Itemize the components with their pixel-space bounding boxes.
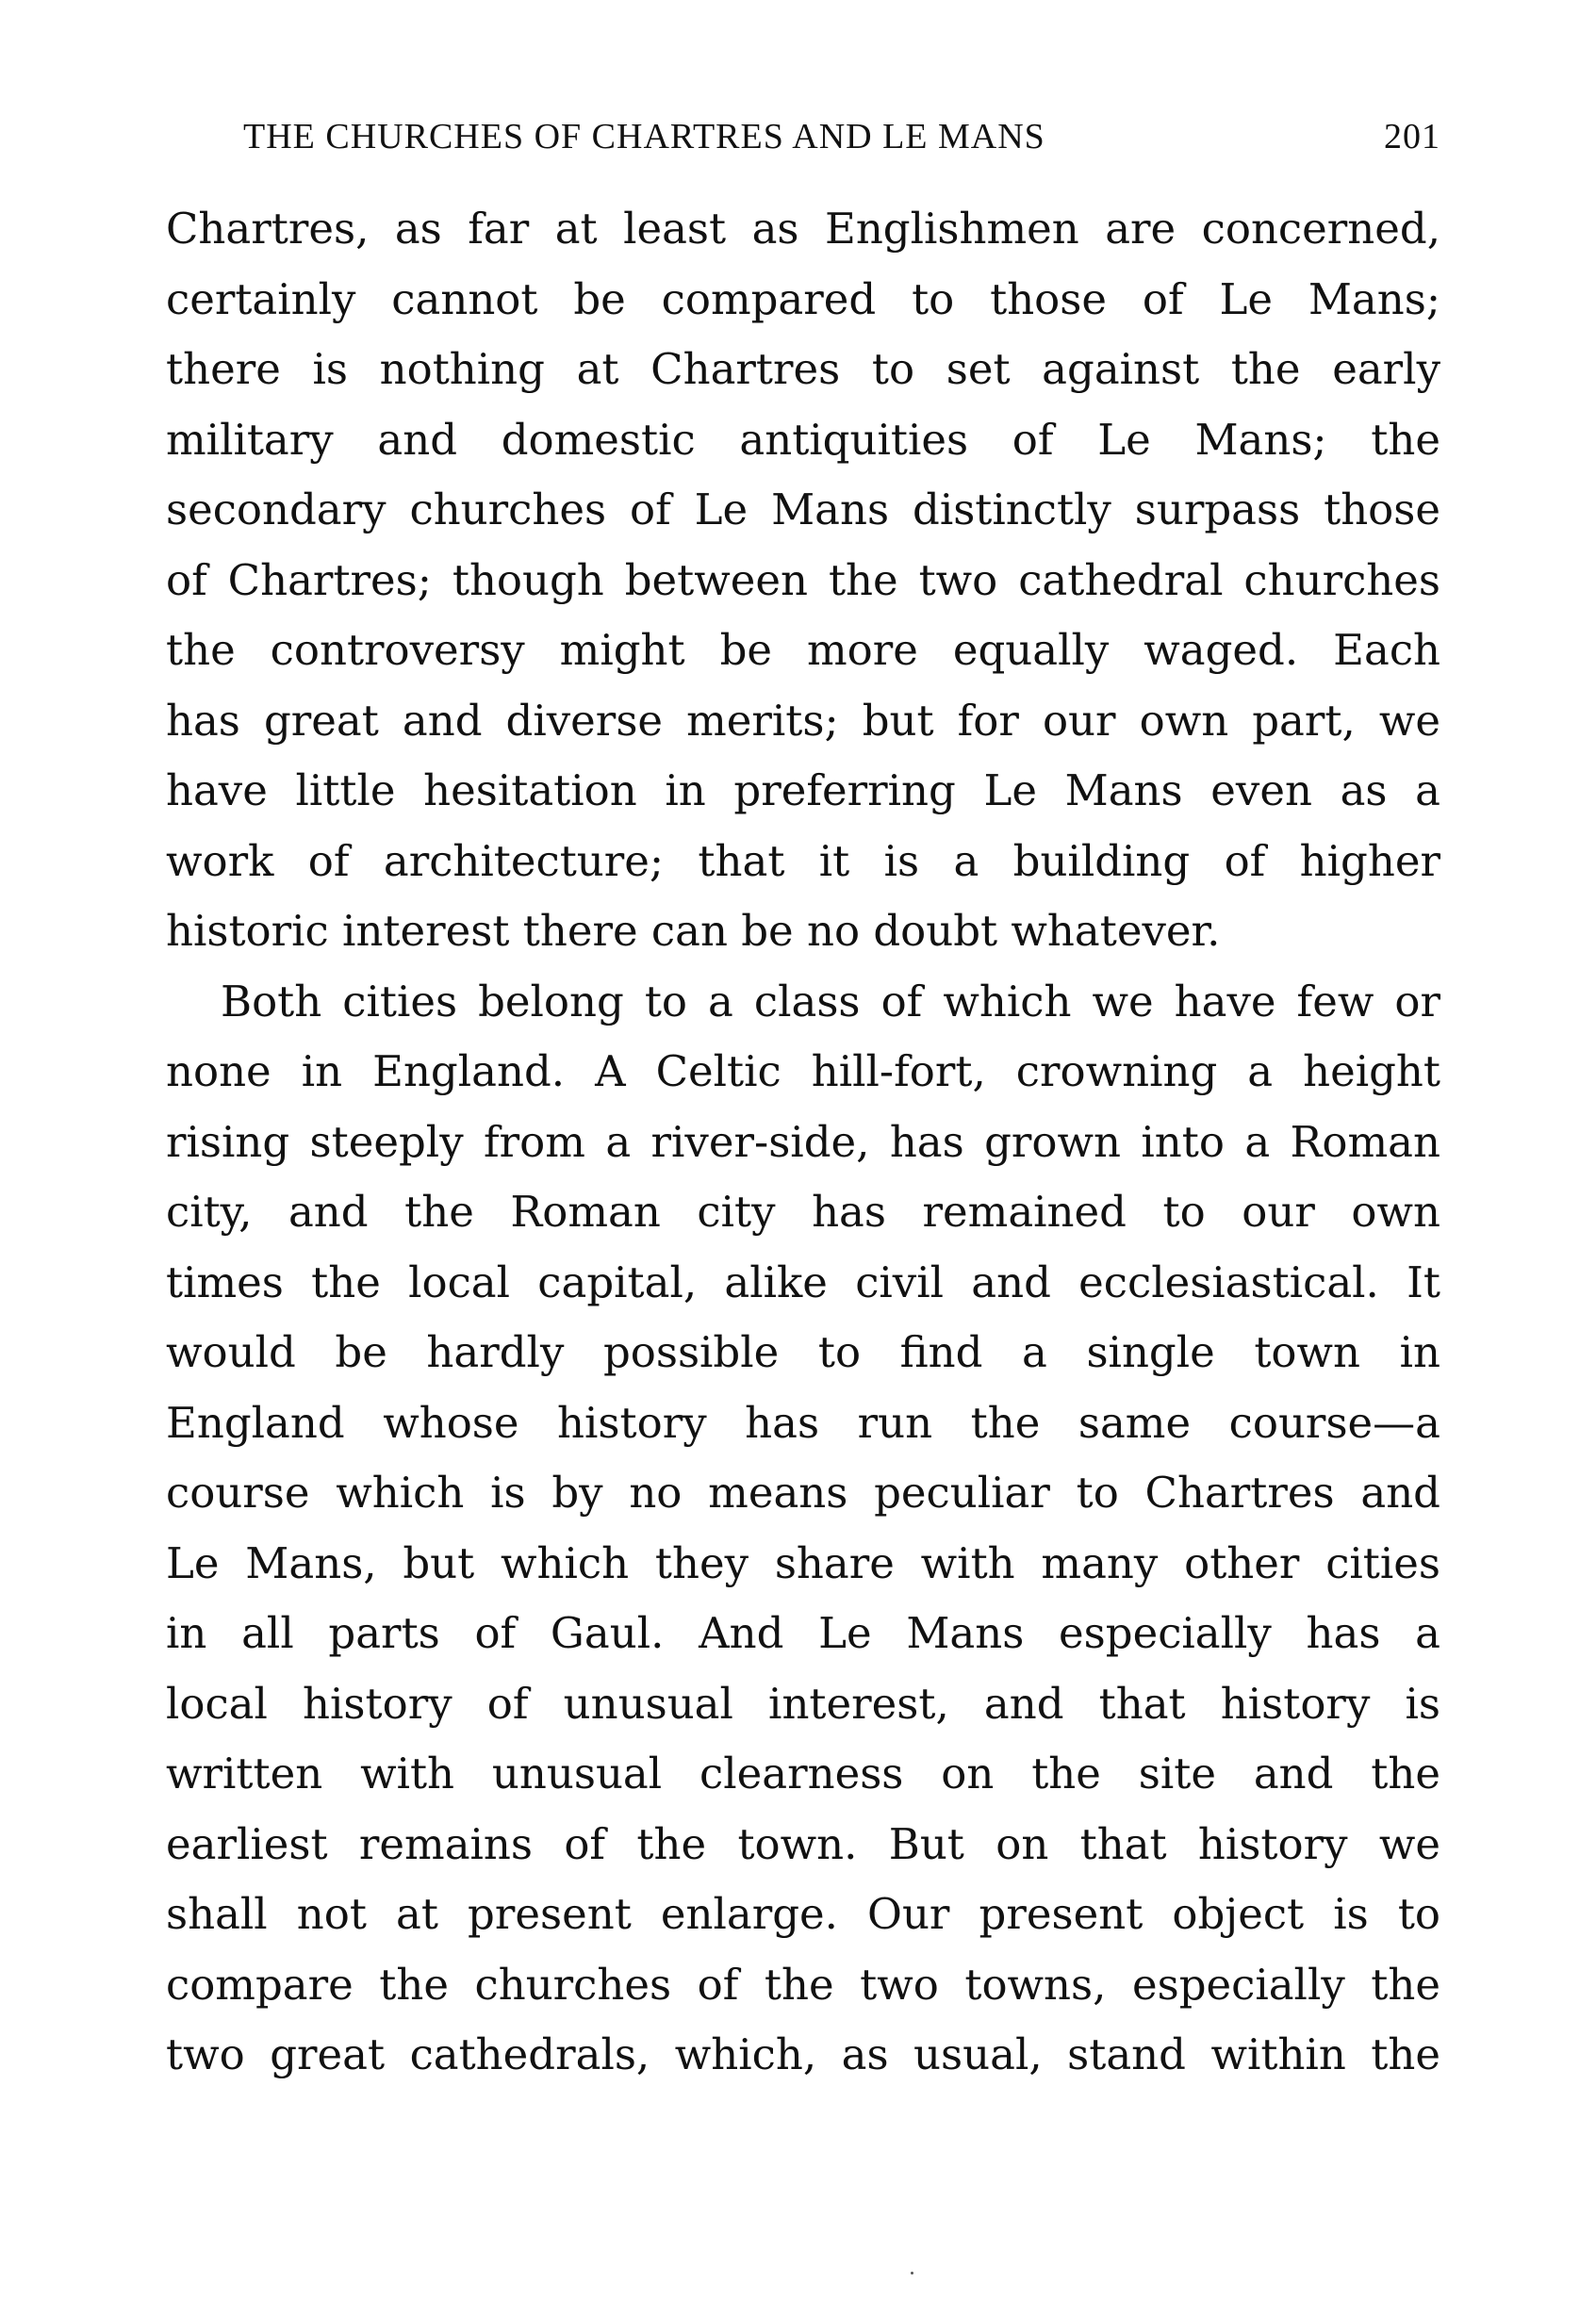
text-line: written with unusual clearness on the site and the xyxy=(166,1749,1440,1798)
page-number: 201 xyxy=(1384,117,1440,156)
text-line: would be hardly possible to find a single town in xyxy=(166,1327,1440,1377)
print-speck xyxy=(911,2272,913,2274)
text-line: of Chartres; though between the two cathedral churches xyxy=(166,554,1440,605)
text-line: two great cathedrals, which, as usual, stand within the xyxy=(166,2029,1440,2079)
running-title: THE CHURCHES OF CHARTRES AND LE MANS xyxy=(243,117,1045,156)
text-line: Chartres, as far at least as Englishmen are concerned, xyxy=(166,204,1440,254)
text-line: historic interest there can be no doubt whatever. xyxy=(166,906,1221,956)
text-line: work of architecture; that it is a building of higher xyxy=(166,835,1440,886)
paragraph-1 xyxy=(166,194,1440,967)
text-line: England whose history has run the same course—a xyxy=(166,1397,1440,1448)
text-line: shall not at present enlarge. Our present object is to xyxy=(166,1889,1440,1939)
text-line: Le Mans, but which they share with many other cities xyxy=(166,1537,1440,1588)
text-line: the controversy might be more equally waged. Each xyxy=(166,625,1440,675)
text-line: there is nothing at Chartres to set against the early xyxy=(166,344,1440,394)
text-line: local history of unusual interest, and that history is xyxy=(166,1678,1440,1729)
text-line: secondary churches of Le Mans distinctly surpass those xyxy=(166,484,1440,534)
text-line: earliest remains of the town. But on that history we xyxy=(166,1818,1440,1869)
text-line: has great and diverse merits; but for our own part, we xyxy=(166,695,1440,746)
text-line: military and domestic antiquities of Le Mans; the xyxy=(166,414,1440,465)
text-line: city, and the Roman city has remained to our own xyxy=(166,1187,1440,1237)
text-line: none in England. A Celtic hill-fort, crowning a height xyxy=(166,1046,1440,1096)
text-line: have little hesitation in preferring Le Mans even as a xyxy=(166,765,1440,815)
running-header xyxy=(243,108,1440,165)
body-text xyxy=(166,194,1440,2091)
text-line: compare the churches of the two towns, especially the xyxy=(166,1959,1440,2010)
text-line: times the local capital, alike civil and ecclesiastical. It xyxy=(166,1256,1440,1307)
text-line: course which is by no means peculiar to Chartres and xyxy=(166,1468,1440,1518)
paragraph-2 xyxy=(166,967,1440,2091)
text-line: rising steeply from a river-side, has grown into a Roman xyxy=(166,1116,1440,1167)
text-line: Both cities belong to a class of which we have few or xyxy=(221,976,1440,1026)
text-line: certainly cannot be compared to those of Le Mans; xyxy=(166,273,1440,324)
text-line: in all parts of Gaul. And Le Mans especially has a xyxy=(166,1608,1440,1658)
